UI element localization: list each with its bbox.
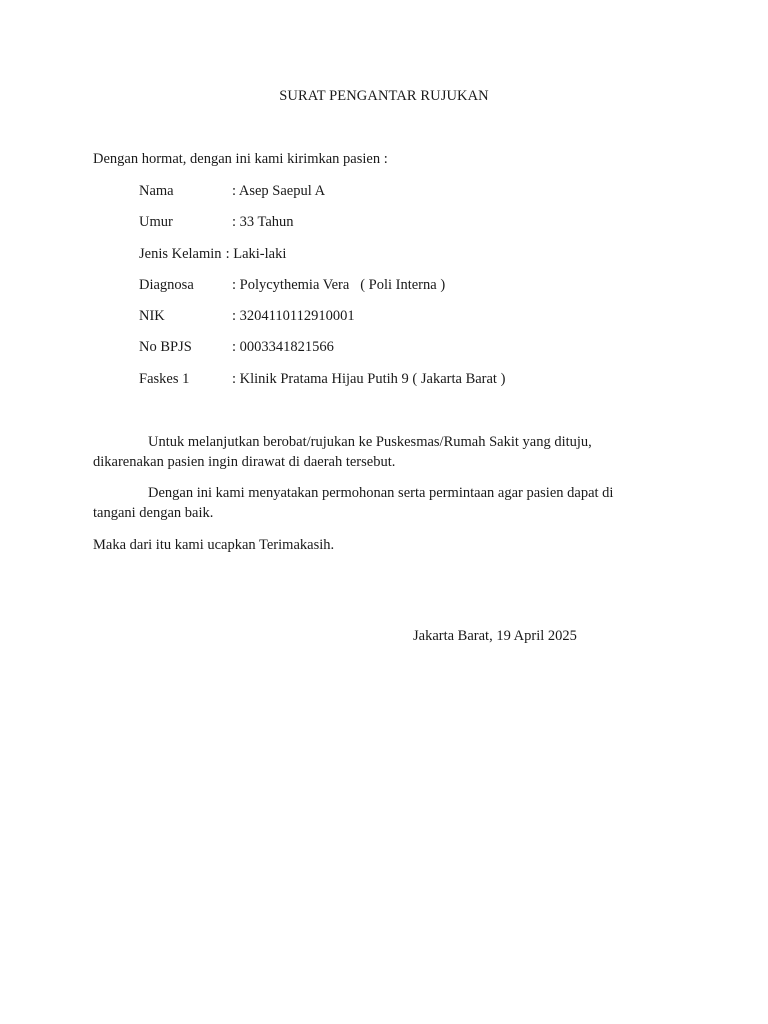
field-label: Nama xyxy=(139,183,174,199)
patient-field-diagnosis xyxy=(139,276,505,307)
paragraph-request xyxy=(93,483,653,523)
letter-title: SURAT PENGANTAR RUJUKAN xyxy=(279,88,489,104)
patient-field-age xyxy=(139,213,505,244)
patient-field-name xyxy=(139,182,505,213)
field-label: Jenis Kelamin xyxy=(139,245,222,262)
field-label: NIK xyxy=(139,308,165,325)
patient-details xyxy=(139,182,505,401)
greeting-text: Dengan hormat, dengan ini kami kirimkan pasien : xyxy=(93,151,388,167)
place-date: Jakarta Barat, 19 April 2025 xyxy=(413,628,577,644)
patient-field-nik xyxy=(139,307,505,338)
paragraph-text: Dengan ini kami menyatakan permohonan serta permintaan agar pasien dapat di tangani dengan baik. xyxy=(93,485,614,521)
field-value: : Asep Saepul A xyxy=(232,183,326,199)
patient-field-bpjs xyxy=(139,338,505,369)
field-value: : 0003341821566 xyxy=(232,339,334,356)
field-value: : Klinik Pratama Hijau Putih 9 ( Jakarta Barat ) xyxy=(232,370,506,387)
field-value: : 3204110112910001 xyxy=(232,308,355,325)
field-label: Faskes 1 xyxy=(139,370,190,387)
patient-field-faskes xyxy=(139,370,505,401)
field-label: Diagnosa xyxy=(139,276,194,293)
patient-field-gender xyxy=(139,245,505,276)
field-label: Umur xyxy=(139,214,173,231)
paragraph-text: Untuk melanjutkan berobat/rujukan ke Puskesmas/Rumah Sakit yang dituju, dikarenakan pasien ingin dirawat di daerah tersebut. xyxy=(93,434,592,470)
field-value: : Laki-laki xyxy=(225,245,287,262)
field-value: : 33 Tahun xyxy=(232,214,294,231)
closing-text: Maka dari itu kami ucapkan Terimakasih. xyxy=(93,537,335,553)
field-label: No BPJS xyxy=(139,339,192,356)
field-value: : Polycythemia Vera ( Poli Interna ) xyxy=(232,276,446,293)
paragraph-referral-reason xyxy=(93,432,653,472)
